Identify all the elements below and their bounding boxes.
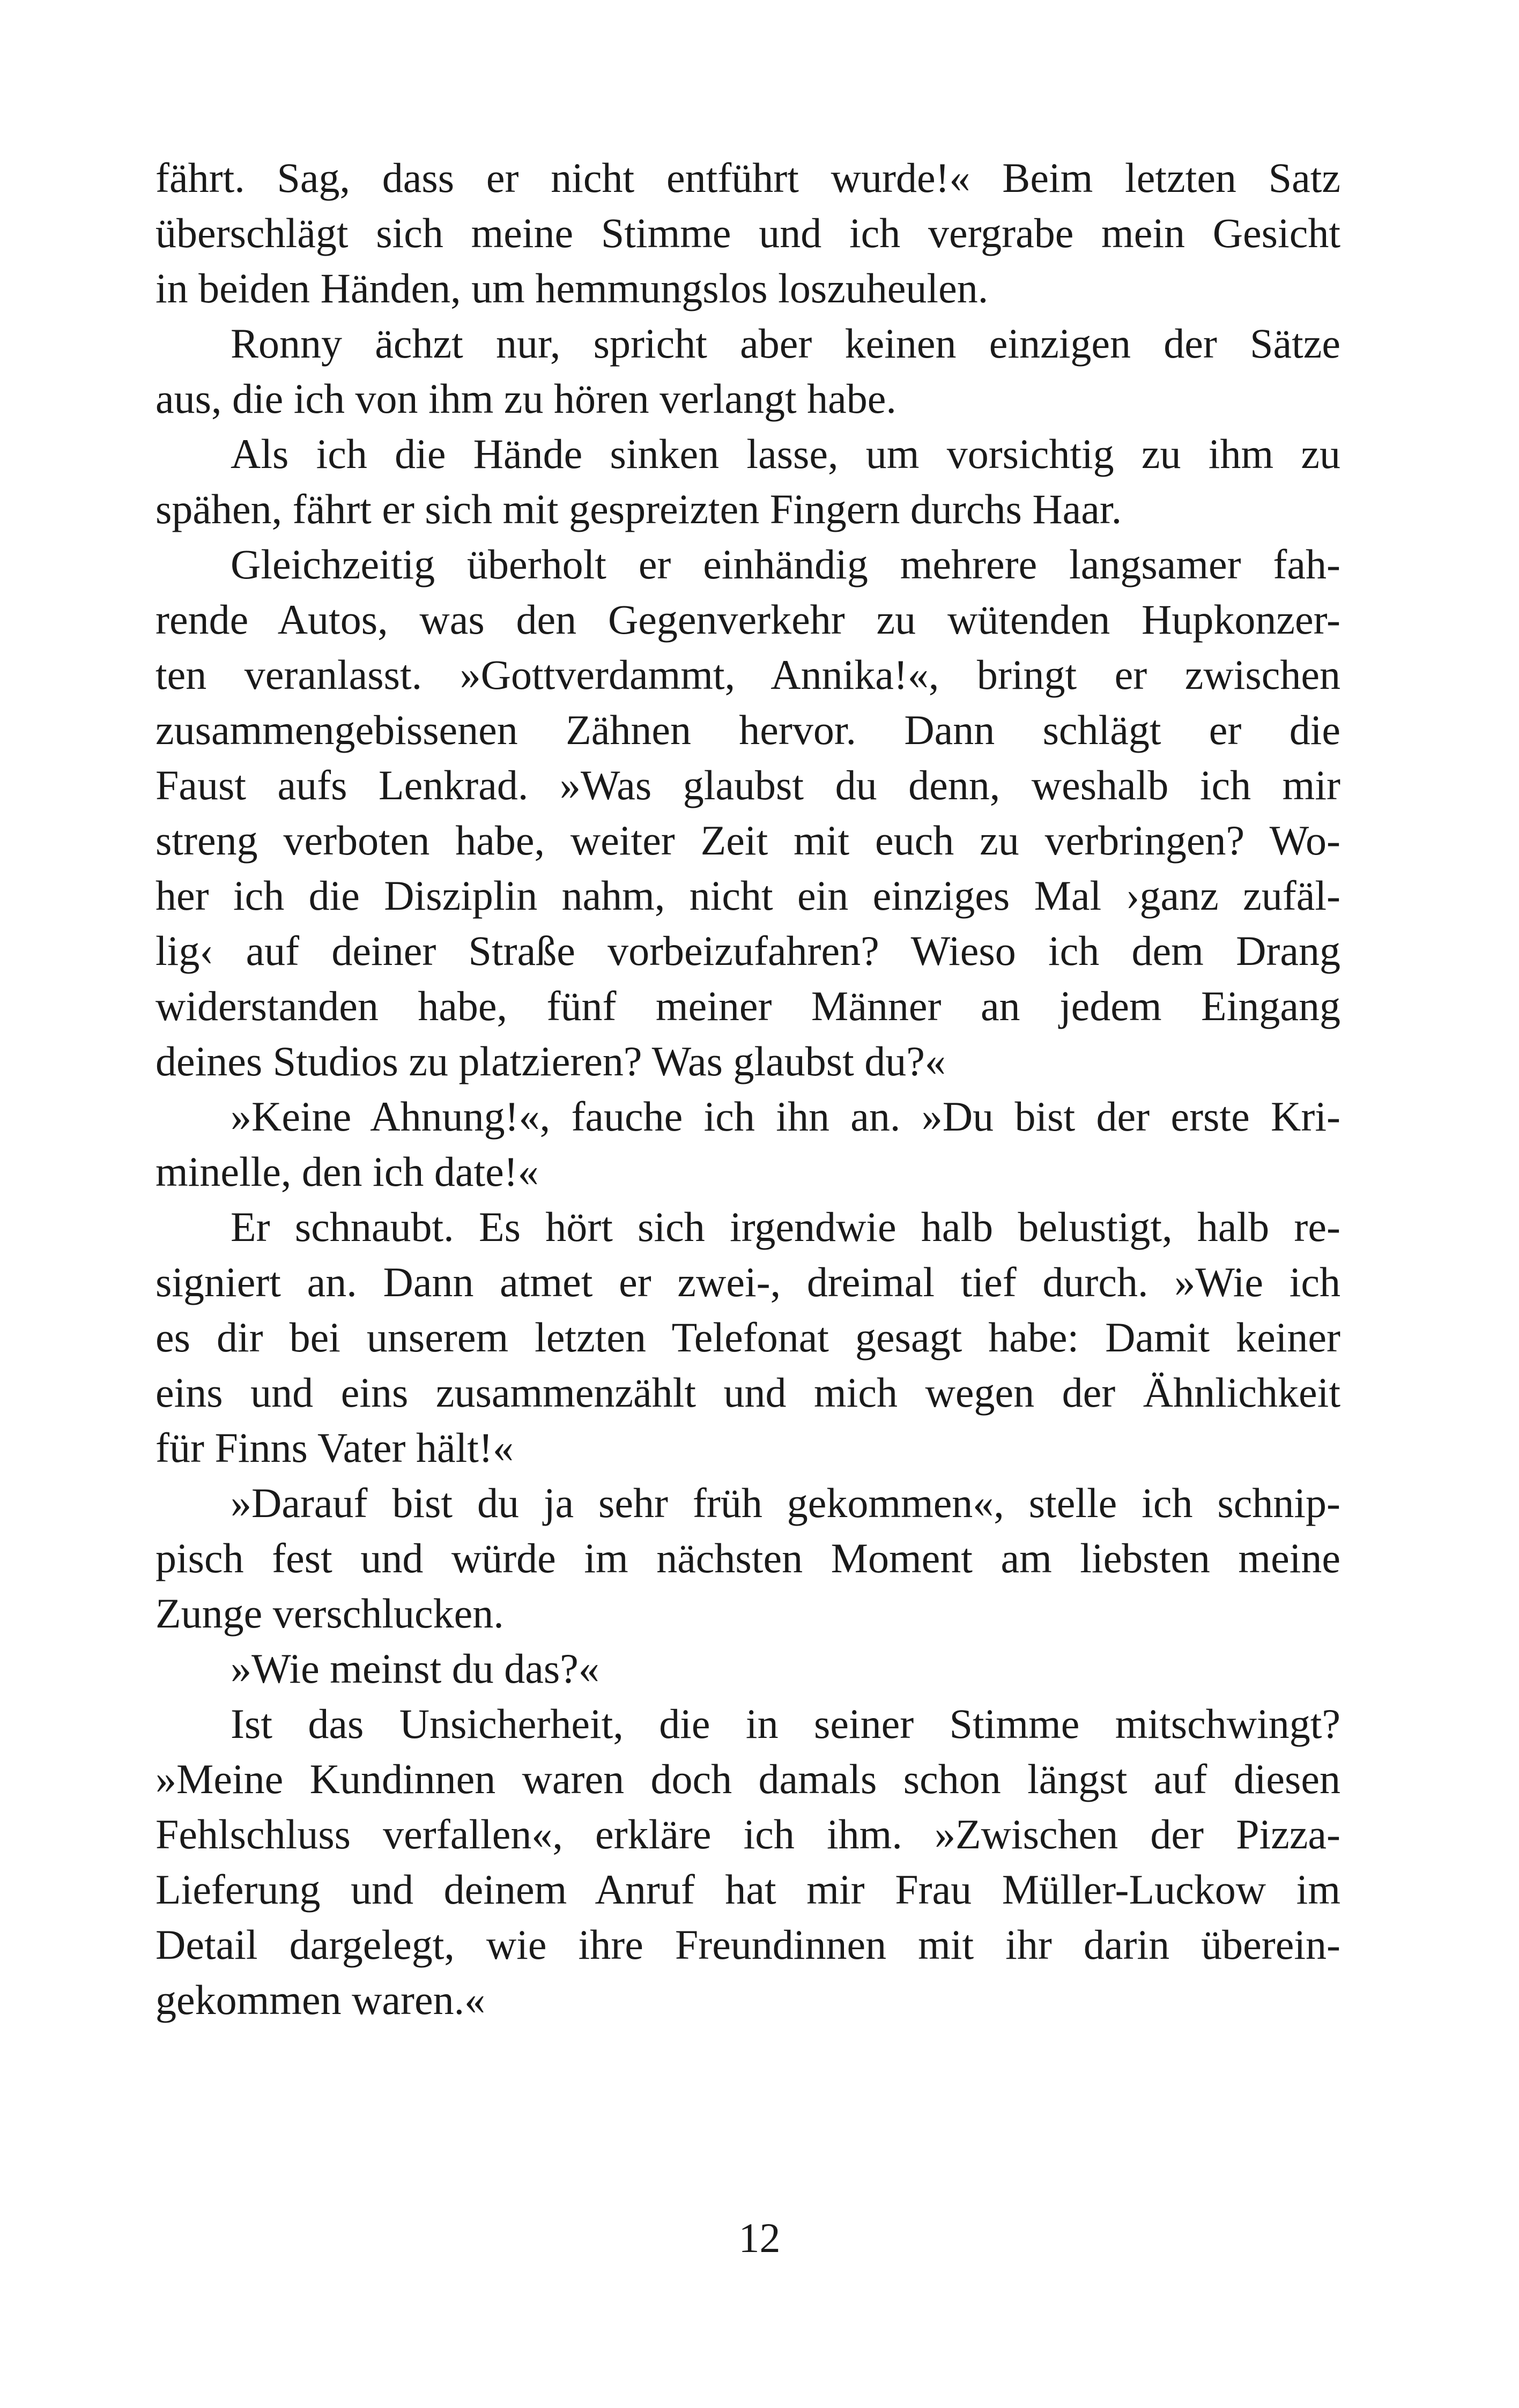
text-line: fährt. Sag, dass er nicht entführt wurde!« Beim letzten Satz <box>155 154 1340 201</box>
text-line: überschlägt sich meine Stimme und ich vergrabe mein Gesicht <box>155 210 1340 256</box>
text-line: Gleichzeitig überholt er einhändig mehrere langsamer fah- <box>231 541 1340 588</box>
text-line: Als ich die Hände sinken lasse, um vorsichtig zu ihm zu <box>231 430 1340 477</box>
text-line: es dir bei unserem letzten Telefonat gesagt habe: Damit keiner <box>155 1314 1340 1361</box>
text-line: Faust aufs Lenkrad. »Was glaubst du denn, weshalb ich mir <box>155 762 1340 808</box>
text-line: spähen, fährt er sich mit gespreizten Fingern durchs Haar. <box>155 486 1122 532</box>
text-line: gekommen waren.« <box>155 1976 486 2023</box>
text-line: für Finns Vater hält!« <box>155 1424 514 1471</box>
text-line: »Meine Kundinnen waren doch damals schon längst auf diesen <box>155 1756 1340 1802</box>
text-line: deines Studios zu platzieren? Was glaubst du?« <box>155 1038 946 1084</box>
text-line: aus, die ich von ihm zu hören verlangt habe. <box>155 375 896 422</box>
text-line: streng verboten habe, weiter Zeit mit euch zu verbringen? Wo- <box>155 817 1340 864</box>
text-line: eins und eins zusammenzählt und mich wegen der Ähnlichkeit <box>155 1369 1340 1416</box>
text-line: »Keine Ahnung!«, fauche ich ihn an. »Du bist der erste Kri- <box>231 1093 1340 1140</box>
text-line: pisch fest und würde im nächsten Moment am liebsten meine <box>155 1535 1340 1581</box>
text-line: ten veranlasst. »Gottverdammt, Annika!«, bringt er zwischen <box>155 651 1340 698</box>
body-text <box>155 150 1340 2027</box>
text-line: rende Autos, was den Gegenverkehr zu wütenden Hupkonzer- <box>155 596 1340 643</box>
text-line: her ich die Disziplin nahm, nicht ein einziges Mal ›ganz zufäl- <box>155 872 1340 919</box>
text-line: Er schnaubt. Es hört sich irgendwie halb belustigt, halb re- <box>231 1203 1340 1250</box>
text-line: in beiden Händen, um hemmungslos loszuheulen. <box>155 265 989 311</box>
text-line: widerstanden habe, fünf meiner Männer an jedem Eingang <box>155 983 1340 1029</box>
text-line: zusammengebissenen Zähnen hervor. Dann schlägt er die <box>155 707 1340 753</box>
text-line: »Darauf bist du ja sehr früh gekommen«, stelle ich schnip- <box>231 1480 1340 1526</box>
text-line: »Wie meinst du das?« <box>231 1645 599 1692</box>
text-line: minelle, den ich date!« <box>155 1148 539 1195</box>
text-line: Detail dargelegt, wie ihre Freundinnen mit ihr darin überein- <box>155 1921 1340 1968</box>
text-line: Lieferung und deinem Anruf hat mir Frau Müller-Luckow im <box>155 1866 1340 1913</box>
text-line: Fehlschluss verfallen«, erkläre ich ihm. »Zwischen der Pizza- <box>155 1811 1340 1857</box>
text-line: Ist das Unsicherheit, die in seiner Stimme mitschwingt? <box>231 1700 1340 1747</box>
text-line: signiert an. Dann atmet er zwei-, dreimal tief durch. »Wie ich <box>155 1259 1340 1305</box>
text-line: lig‹ auf deiner Straße vorbeizufahren? Wieso ich dem Drang <box>155 927 1340 974</box>
page-number: 12 <box>738 2214 781 2261</box>
text-line: Zunge verschlucken. <box>155 1590 504 1637</box>
text-line: Ronny ächzt nur, spricht aber keinen einzigen der Sätze <box>231 320 1340 367</box>
